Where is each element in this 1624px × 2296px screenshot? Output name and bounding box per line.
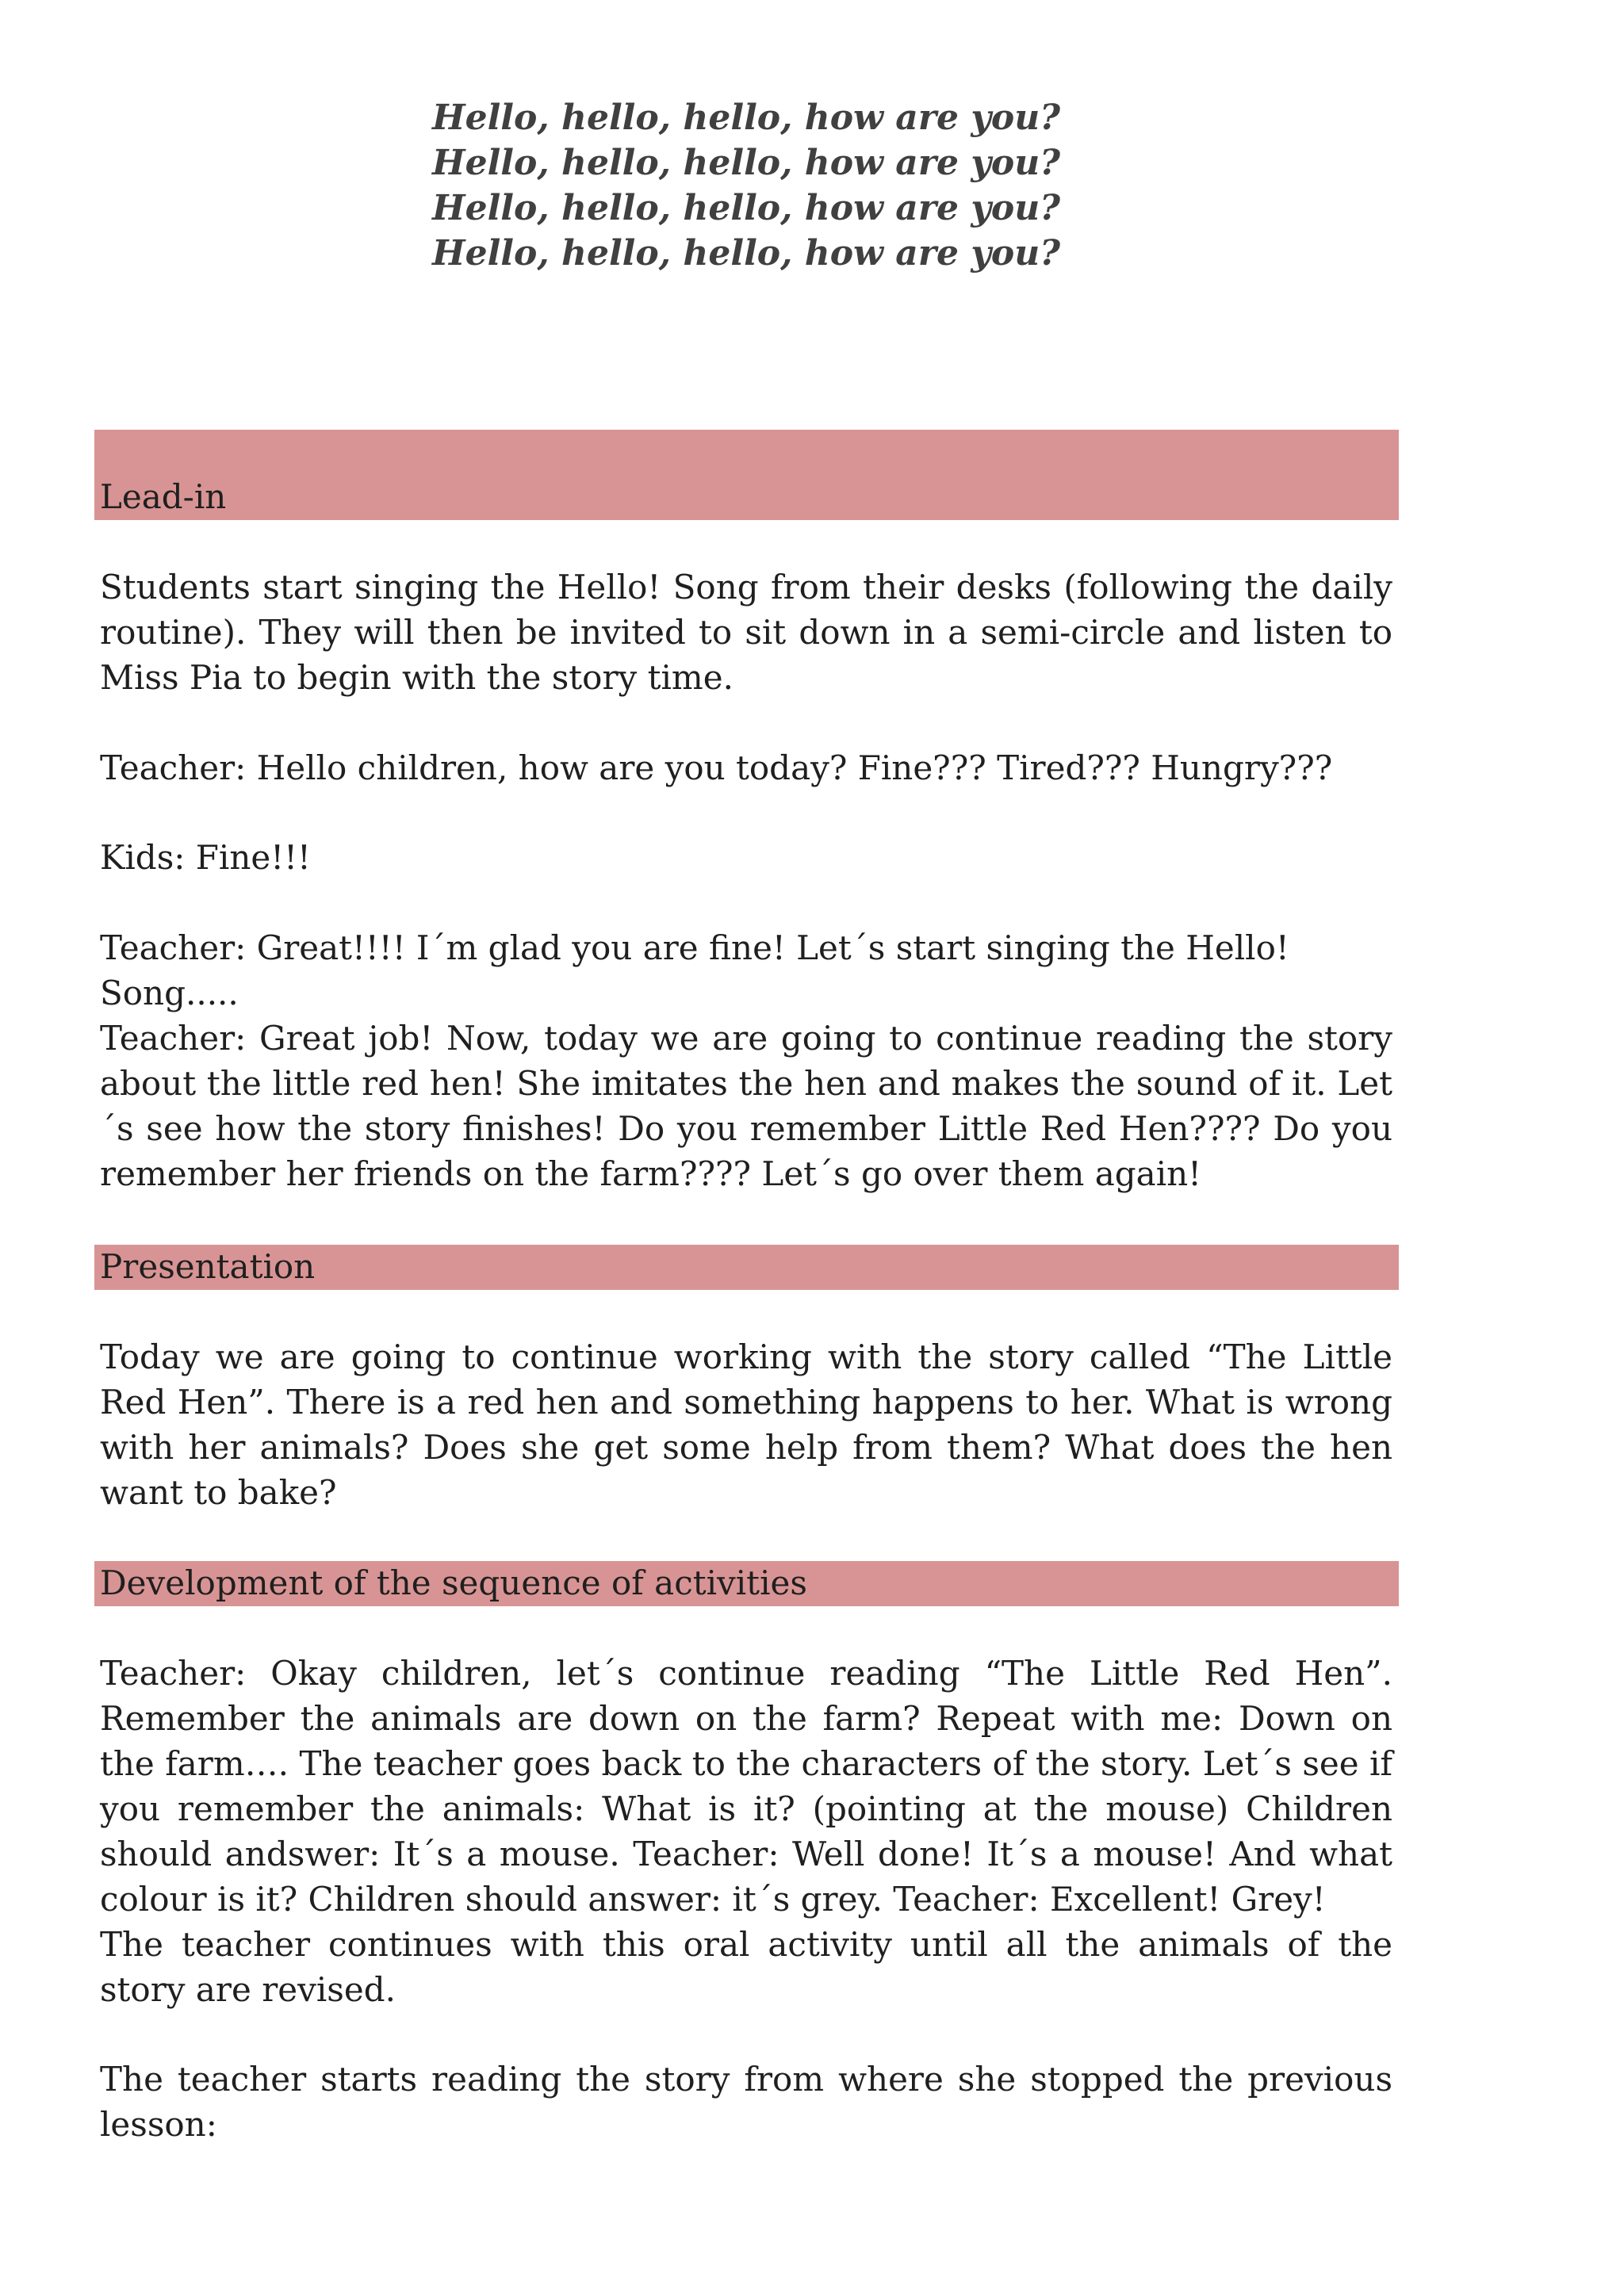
paragraph: Teacher: Okay children, let´s continue reading “The Little Red Hen”. Remember the animals are down on the farm? Repeat with me: Down on the farm…. The teacher goes back to the characters of the story. Let´s see if you remember the animals: What is it? (pointing at the mouse) Children should andswer: It´s a mouse. Teacher: Well done! It´s a mouse! And what colour is it? Children should answer: it´s grey. Teacher: Excellent! Grey! — [100, 1654, 1392, 1919]
paragraph: The teacher continues with this oral activity until all the animals of the story are revised. — [100, 1925, 1392, 2009]
section-heading-development — [94, 1561, 1399, 1606]
paragraph: Teacher: Great!!!! I´m glad you are fine! Let´s start singing the Hello! Song..... — [100, 928, 1289, 1012]
hello-song-lyrics — [0, 95, 1492, 276]
paragraph: Today we are going to continue working with the story called “The Little Red Hen”. There is a red hen and something happens to her. What is wrong with her animals? Does she get some help from them? What does the hen want to bake? — [100, 1337, 1392, 1512]
paragraph: Teacher: Hello children, how are you today? Fine??? Tired??? Hungry??? — [100, 748, 1333, 787]
section-heading-label: Presentation — [100, 1247, 316, 1286]
section-heading-label: Development of the sequence of activities — [100, 1563, 807, 1602]
paragraph: Teacher: Great job! Now, today we are going to continue reading the story about the little red hen! She imitates the hen and makes the sound of it. Let´s see how the story finishes! Do you remember Little Red Hen???? Do you remember her friends on the farm???? Let´s go over them again! — [100, 1019, 1392, 1193]
section-heading-label: Lead-in — [100, 477, 227, 516]
section-heading-presentation — [94, 1245, 1399, 1290]
section-heading-lead-in — [94, 430, 1399, 520]
song-line: Hello, hello, hello, how are you? — [432, 233, 1060, 274]
song-line: Hello, hello, hello, how are you? — [432, 98, 1060, 138]
song-line: Hello, hello, hello, how are you? — [432, 143, 1060, 183]
paragraph: The teacher starts reading the story from where she stopped the previous lesson: — [100, 2060, 1392, 2144]
paragraph: Students start singing the Hello! Song from their desks (following the daily routine). They will then be invited to sit down in a semi-circle and listen to Miss Pia to begin with the story time. — [100, 568, 1392, 697]
paragraph: Kids: Fine!!! — [100, 838, 311, 877]
song-line: Hello, hello, hello, how are you? — [432, 188, 1060, 228]
